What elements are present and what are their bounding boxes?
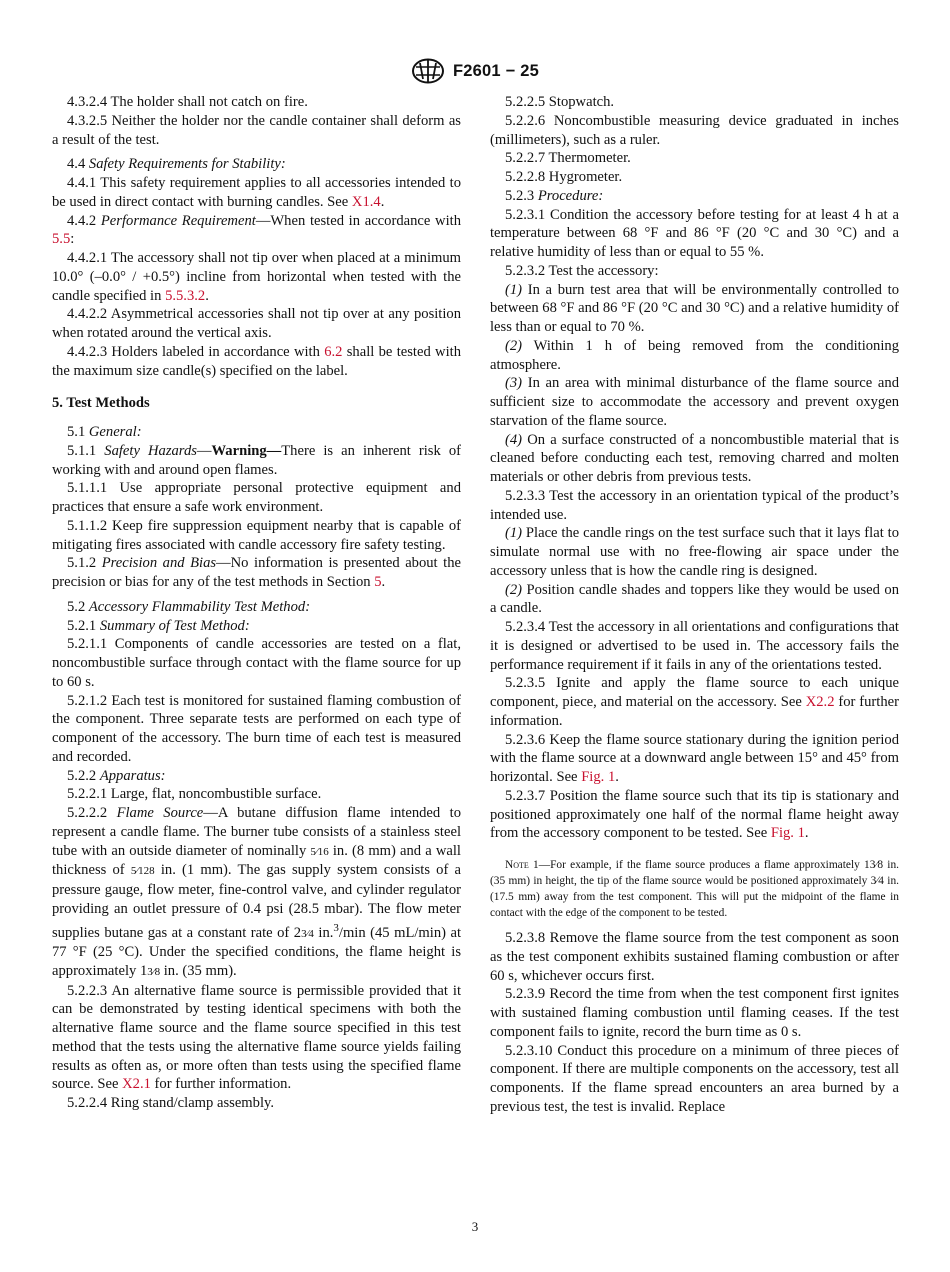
xref-link[interactable]: 5 [374,574,382,590]
left-column [52,93,461,1113]
section-heading: 5. Test Methods [52,395,150,412]
paragraph: 4.4.1 This safety requirement applies to all accessories intended to be used in direct contact with burning candles. See X1.4. [52,175,461,210]
paragraph: 5.2.2.4 Ring stand/clamp assembly. [67,1095,274,1112]
paragraph: 5.2.2.1 Large, flat, noncombustible surface. [67,786,322,803]
paragraph: 4.3.2.4 The holder shall not catch on fire. [67,94,308,110]
list-item: (2) Within 1 h of being removed from the conditioning atmosphere. [490,337,899,373]
paragraph: 5.1.2 Precision and Bias—No information is presented about the precision or bias for any of the test methods in Section 5. [52,555,461,590]
xref-link[interactable]: X2.2 [805,694,835,710]
xref-link[interactable]: 5.5.3.2 [165,287,206,304]
paragraph: 5.2.1.2 Each test is monitored for sustained flaming combustion of the component. Three separate tests are performed on each type of component of the accessory. The burn time of each test is measured and recorded. [52,692,461,765]
paragraph: 4.4.2.2 Asymmetrical accessories shall not tip over at any position when rotated around the vertical axis. [52,306,461,341]
paragraph: 4.4.2.1 The accessory shall not tip over when placed at a minimum 10.0° (–0.0° / +0.5°) incline from horizontal when tested with the candle specified in 5.5.3.2. [52,250,461,304]
paragraph: 4.4.2.3 Holders labeled in accordance with 6.2 shall be tested with the maximum size candle(s) specified on the label. [52,343,461,379]
paragraph: 5.2.3.8 Remove the flame source from the test component as soon as the test component exhibits sustained flaming combustion or after 60 s, whichever occurs first. [490,930,899,984]
paragraph: 5.2.1.1 Components of candle accessories are tested on a flat, noncombustible surface through contact with the flame source for up to 60 s. [52,636,461,690]
page-number: 3 [471,1219,479,1234]
paragraph: 5.2.3.4 Test the accessory in all orientations and configurations that it is designed or advertised to be used in. The accessory fails the performance requirement if it fails in any of the orientations tested. [490,619,899,673]
paragraph: 4.3.2.5 Neither the holder nor the candle container shall deform as a result of the test. [52,112,461,148]
list-item: (1) Place the candle rings on the test surface such that it lays flat to simulate normal use with no free-flowing air space under the accessory unless that is how the candle ring is designed. [490,525,899,579]
page-header [0,58,950,84]
paragraph: 5.2.3 Procedure: [505,187,604,204]
paragraph: 4.4 Safety Requirements for Stability: [67,156,286,173]
xref-link[interactable]: X2.1 [122,1076,151,1093]
paragraph: 5.2.3.10 Conduct this procedure on a minimum of three pieces of component. If there are multiple components on the accessory, test all components. If the flame spread encounters an area burned by a previous test, the test is invalid. Replace [490,1042,899,1115]
paragraph: 5.2.3.3 Test the accessory in an orientation typical of the product’s intended use. [490,487,899,523]
xref-link[interactable]: 5.5 [52,231,71,248]
paragraph: 5.1.1.1 Use appropriate personal protective equipment and practices that ensure a safe work environment. [52,480,461,515]
xref-link[interactable]: X1.4 [351,193,381,210]
note: Note 1—For example, if the flame source produces a flame approximately 13⁄8 in. (35 mm) in height, the tip of the flame source would be positioned approximately 3⁄4 in. (17.5 mm) away from the test component. This will put the midpoint of the flame in contact with the edge of the component to be tested. [490,859,899,919]
paragraph: 5.2.3.6 Keep the flame source stationary during the ignition period with the flame source at a downward angle between 15° and 45° from horizontal. See Fig. 1. [490,731,899,785]
paragraph: 4.4.2 Performance Requirement—When tested in accordance with 5.5: [52,212,461,248]
paragraph: 5.2.3.2 Test the accessory: [505,262,659,279]
paragraph: 5.1.1 Safety Hazards—Warning—There is an inherent risk of working with and around open flames. [52,442,462,478]
paragraph: 5.2.2.3 An alternative flame source is permissible provided that it can be demonstrated by testing identical specimens with both the alternative flame source and the flame source specified in this test method that the tests using the alternative flame source yields failing results as often as, or more often than tests using the specified flame source. See X2.1 for further information. [52,982,461,1093]
paragraph: 5.1 General: [67,424,142,440]
list-item: (4) On a surface constructed of a noncombustible material that is cleaned before conducting each test, removing charred and molten materials or other debris from previous tests. [490,431,899,485]
paragraph: 5.2.2.5 Stopwatch. [505,94,615,110]
figure-link[interactable]: Fig. 1 [581,769,616,785]
astm-logo-icon [411,58,445,84]
paragraph: 5.2.3.5 Ignite and apply the flame source to each unique component, piece, and material on the accessory. See X2.2 for further information. [490,675,899,729]
paragraph: 5.2.2.2 Flame Source—A butane diffusion flame intended to represent a candle flame. The burner tube consists of a stainless steel tube with an outside diameter of nominally 5⁄16 in. (8 mm) and a wall thickness of 5⁄128 in. (1 mm). The gas supply system consists of a pressure gauge, flow meter, fine-control valve, and cylinder regulator providing an outlet pressure of 0.4 psi (28.5 mbar). The flow meter supplies butane gas at a constant rate of 23⁄4 in.$^3$/min (45 mL/min) at 77 °F (25 °C). Under the specified conditions, the flame height is approximately 13⁄8 in. (35 mm). [52,805,461,979]
paragraph: 5.2.3.7 Position the flame source such that its tip is stationary and positioned approximately one half of the normal flame height away from the accessory component to be tested. See Fig. 1. [490,787,899,842]
xref-link[interactable]: 6.2 [324,343,343,360]
paragraph: 5.1.1.2 Keep fire suppression equipment nearby that is capable of mitigating fires associated with candle accessory fire safety testing. [52,517,461,553]
paragraph: 5.2.2.7 Thermometer. [505,150,631,167]
paragraph: 5.2.1 Summary of Test Method: [67,617,250,634]
list-item: (1) In a burn test area that will be environmentally controlled to between 68 °F and 86 °F (20 °C and 30 °C) and a relative humidity of less than or equal to 70 %. [490,281,899,335]
standard-designation: F2601 − 25 [453,61,539,80]
list-item: (2) Position candle shades and toppers like they would be used on a candle. [490,581,899,617]
paragraph: 5.2.2 Apparatus: [67,767,166,784]
paragraph: 5.2.3.9 Record the time from when the test component first ignites with sustained flaming combustion until flaming ceases. If the test component fails to ignite, record the burn time as 0 s. [490,986,899,1040]
figure-link[interactable]: Fig. 1 [770,825,805,842]
right-column [490,93,899,1117]
paragraph: 5.2.2.6 Noncombustible measuring device graduated in inches (millimeters), such as a ruler. [490,112,899,148]
paragraph: 5.2.2.8 Hygrometer. [505,169,623,185]
list-item: (3) In an area with minimal disturbance of the flame source and sufficient size to accommodate the accessory and prevent oxygen starvation of the flame source. [490,375,899,429]
paragraph: 5.2.3.1 Condition the accessory before testing for at least 4 h at a temperature between 68 °F and 86 °F (20 °C and 30 °C) and a relative humidity of less than or equal to 55 %. [490,206,899,260]
paragraph: 5.2 Accessory Flammability Test Method: [67,598,311,615]
